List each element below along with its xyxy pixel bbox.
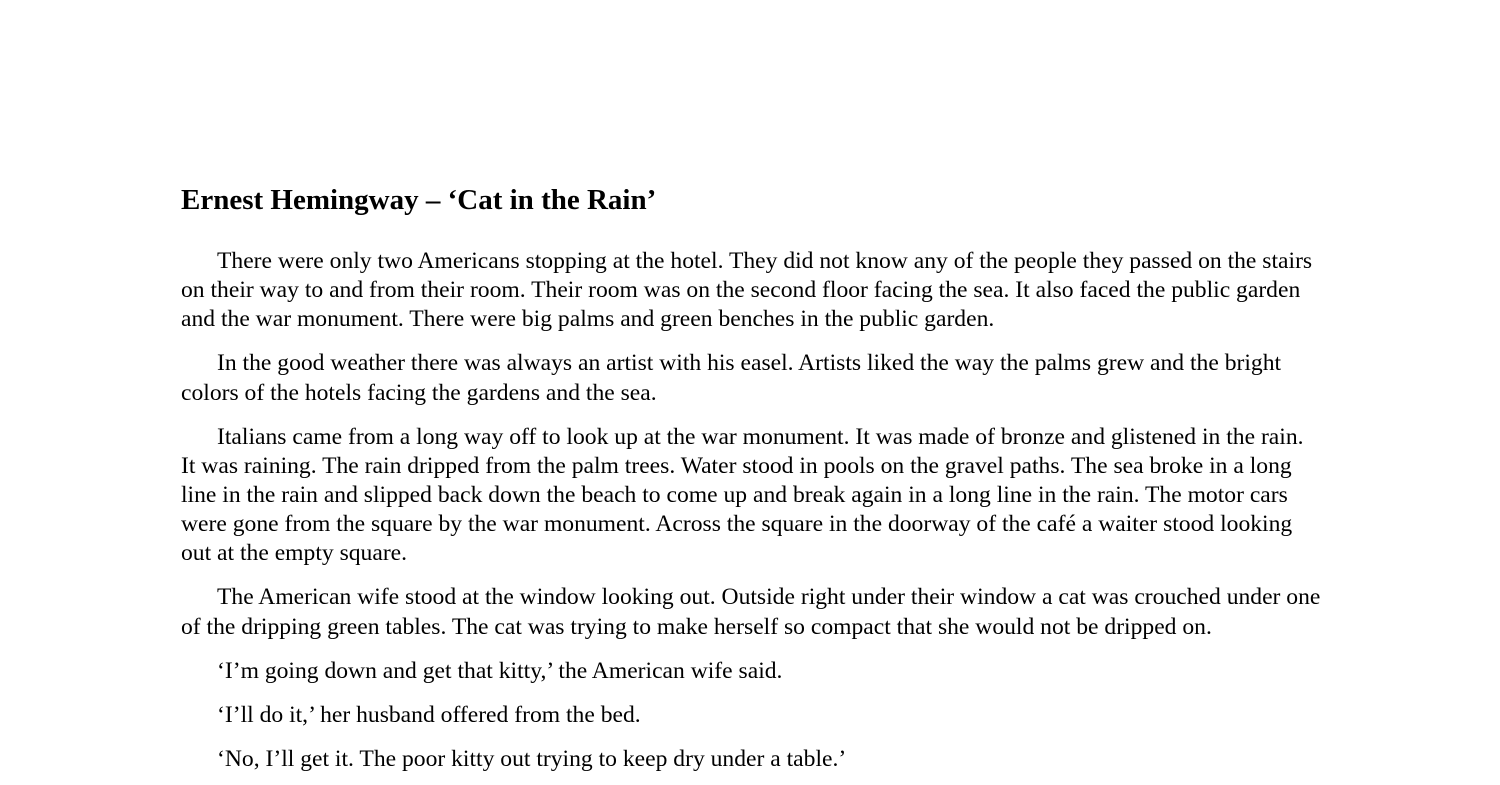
document-body	[181, 247, 1321, 785]
paragraph: ‘I’ll do it,’ her husband offered from the bed.	[217, 701, 641, 728]
paragraph: The American wife stood at the window looking out. Outside right under their window a cat was crouched under one of the dripping green tables. The cat was trying to make herself so compact that she would not be dripped on.	[181, 584, 1321, 640]
paragraph: ‘I’m going down and get that kitty,’ the American wife said.	[217, 657, 783, 684]
paragraph: Italians came from a long way off to look up at the war monument. It was made of bronze and glistened in the rain. It was raining. The rain dripped from the palm trees. Water stood in pools on the gravel paths. The sea broke in a long line in the rain and slipped back down the beach to come up and break again in a long line in the rain. The motor cars were gone from the square by the war monument. Across the square in the doorway of the café a waiter stood looking out at the empty square.	[181, 423, 1304, 567]
paragraph: ‘No, I’ll get it. The poor kitty out trying to keep dry under a table.’	[217, 745, 847, 772]
paragraph: There were only two Americans stopping at the hotel. They did not know any of the people they passed on the stairs on their way to and from their room. Their room was on the second floor facing the sea. It also faced the public garden and the war monument. There were big palms and green benches in the public garden.	[181, 248, 1313, 333]
document-title: Ernest Hemingway – ‘Cat in the Rain’	[181, 184, 657, 216]
paragraph: In the good weather there was always an artist with his easel. Artists liked the way the palms grew and the bright colors of the hotels facing the gardens and the sea.	[181, 350, 1282, 406]
